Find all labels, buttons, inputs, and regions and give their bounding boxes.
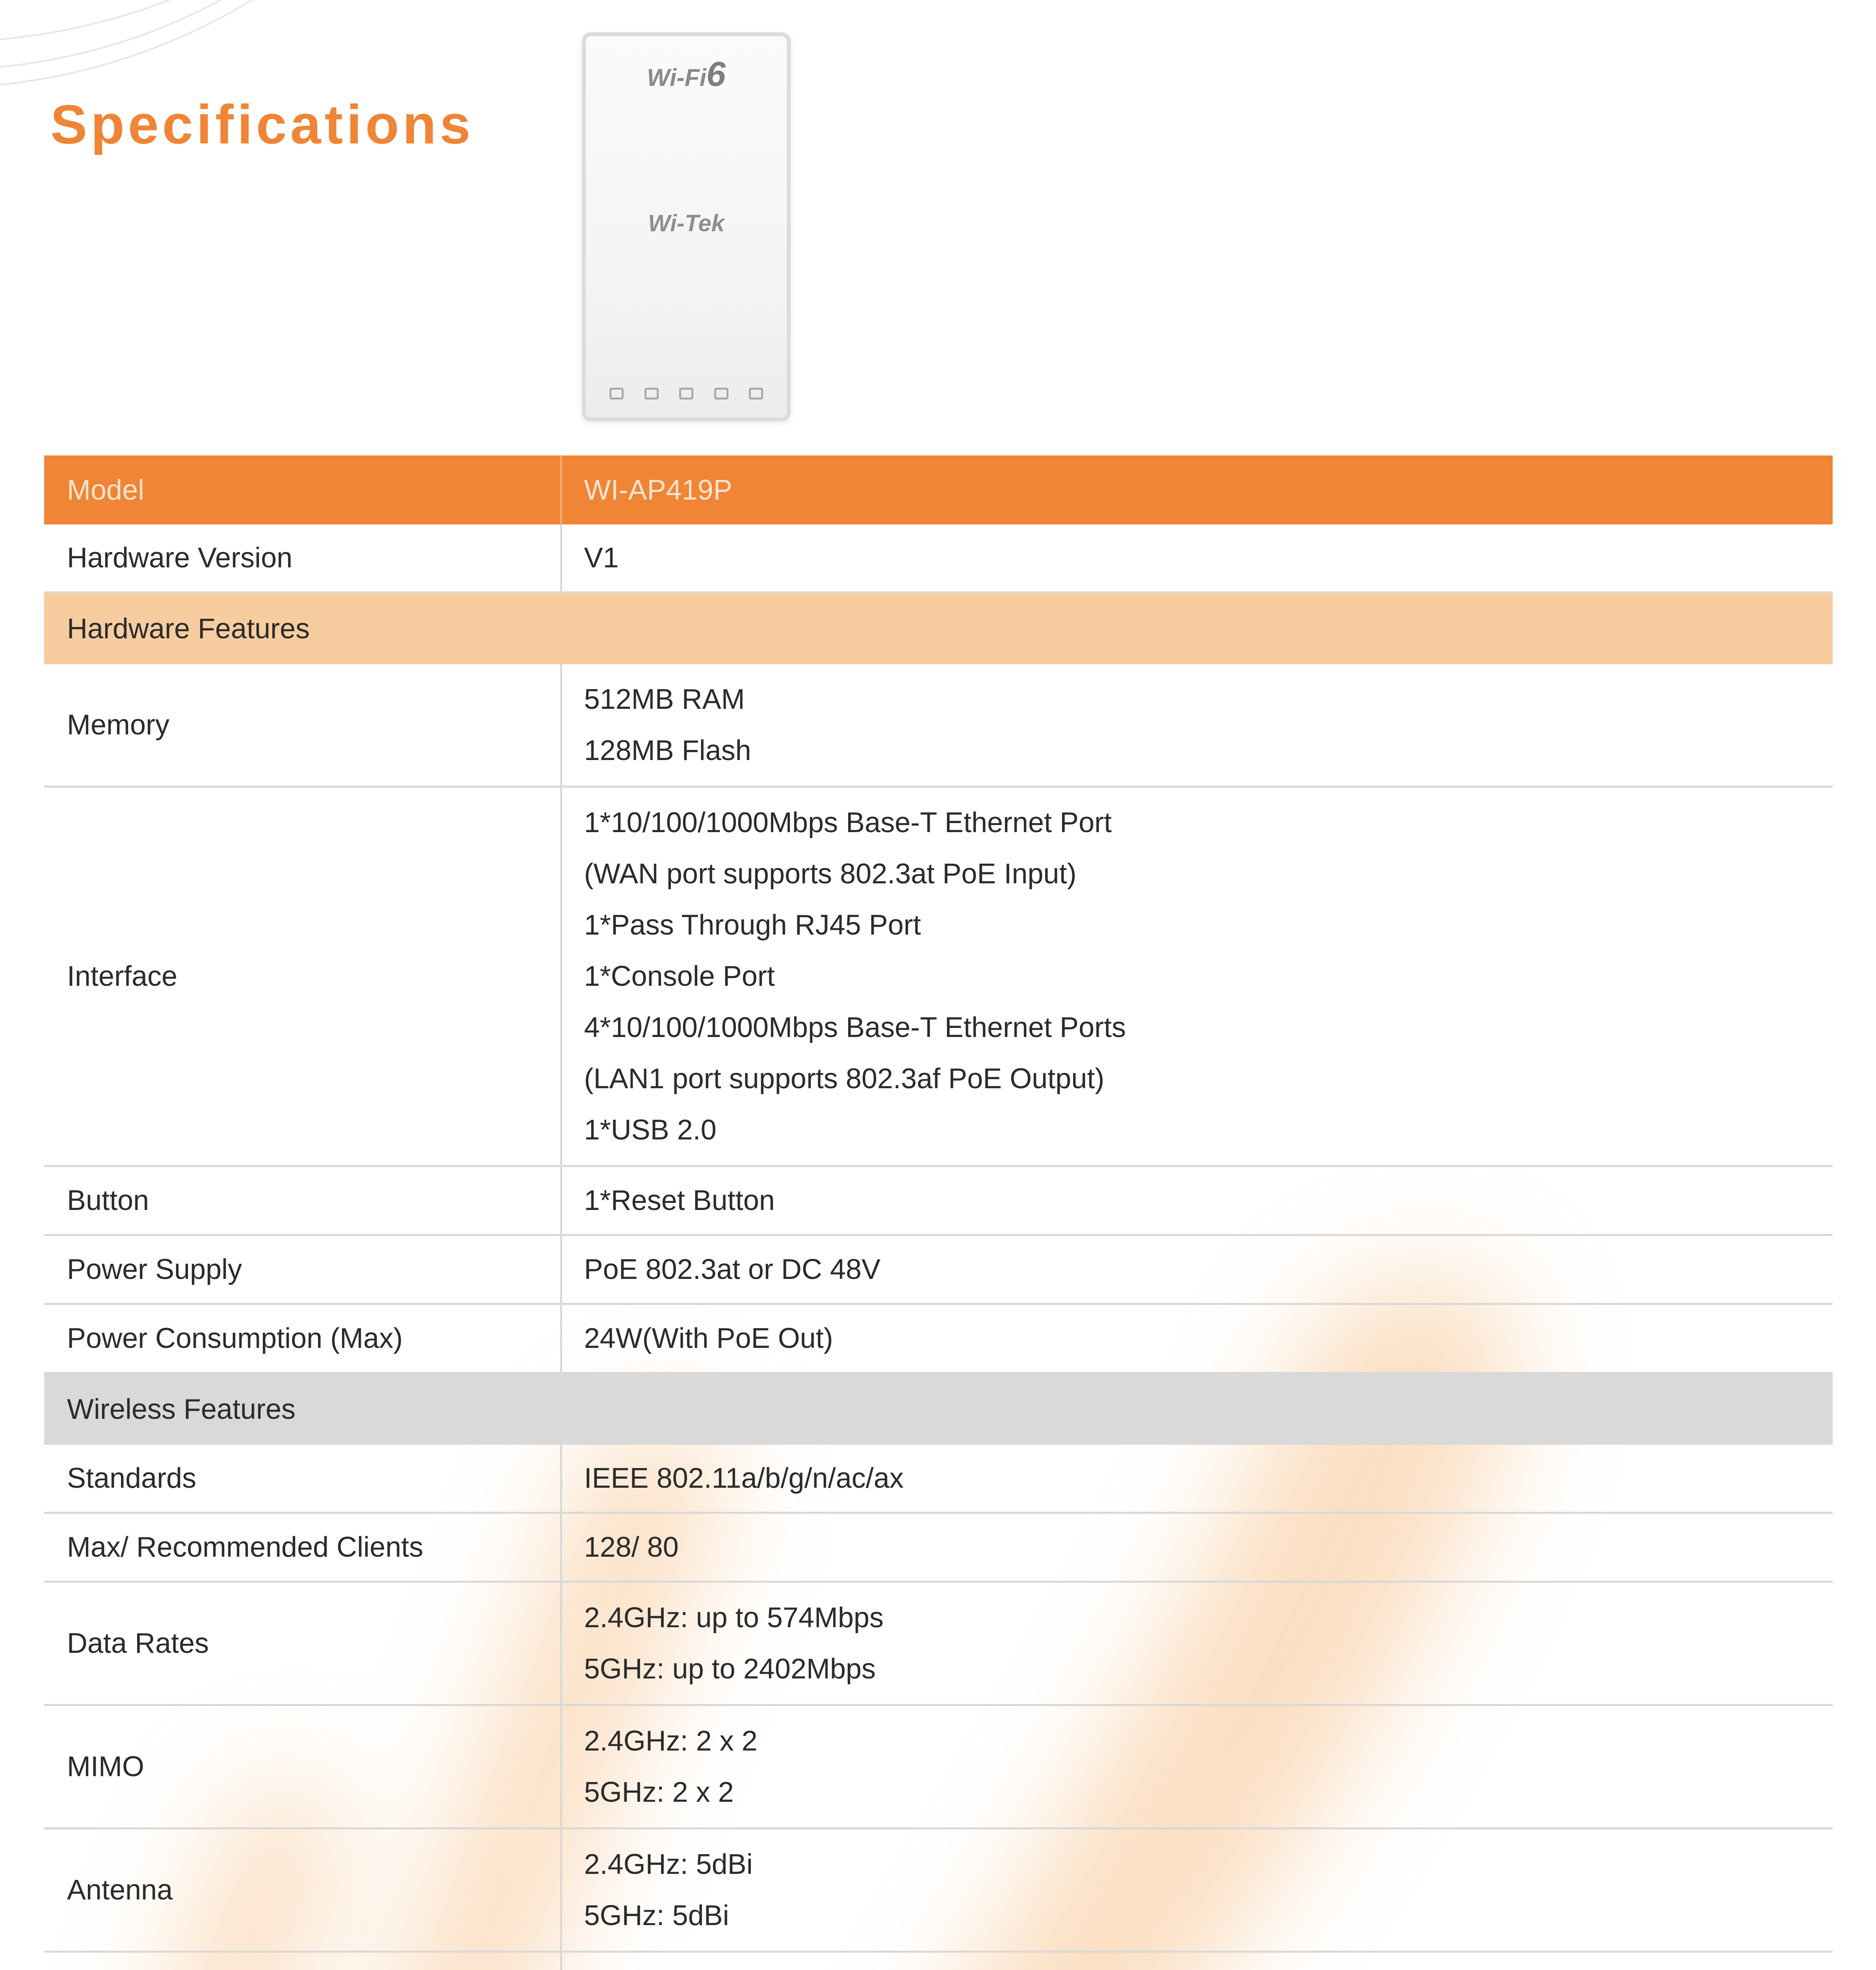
- spec-value-line: (LAN1 port supports 802.3af PoE Output): [584, 1063, 1105, 1095]
- spec-value-line: 5GHz: up to 2402Mbps: [584, 1653, 876, 1685]
- spec-value: [561, 1513, 1833, 1582]
- spec-label: Power Consumption (Max): [44, 1304, 561, 1373]
- spec-value: [561, 1304, 1833, 1373]
- spec-value-line: 128/ 80: [584, 1531, 679, 1563]
- spec-value-line: 2.4GHz: 5dBi: [584, 1849, 753, 1880]
- spec-value-line: 2.4GHz: 2 x 2: [584, 1725, 758, 1757]
- model-value: WI-AP419P: [561, 455, 1833, 524]
- spec-row: [44, 664, 1833, 787]
- spec-value-line: 128MB Flash: [584, 735, 751, 766]
- hardware-version-row: [44, 524, 1833, 593]
- model-row: [44, 455, 1833, 524]
- spec-row: [44, 1582, 1833, 1705]
- spec-value-line: 1*Reset Button: [584, 1185, 775, 1216]
- spec-value-line: 1*10/100/1000Mbps Base-T Ethernet Port: [584, 807, 1112, 838]
- spec-row: [44, 1304, 1833, 1373]
- spec-value-line: 24W(With PoE Out): [584, 1323, 833, 1354]
- spec-value: [561, 1166, 1833, 1235]
- hardware-version-label: Hardware Version: [44, 524, 561, 593]
- spec-value-line: 1*Pass Through RJ45 Port: [584, 909, 921, 941]
- spec-value-line: 5GHz: 2 x 2: [584, 1777, 734, 1808]
- spec-row: [44, 1829, 1833, 1952]
- spec-value: [561, 787, 1833, 1166]
- spec-value: [561, 1235, 1833, 1304]
- spec-row: [44, 1235, 1833, 1304]
- spec-value: [561, 1445, 1833, 1513]
- hardware-version-value: V1: [561, 524, 1833, 593]
- spec-value-line: 1*Console Port: [584, 961, 775, 992]
- spec-row: [44, 1513, 1833, 1582]
- spec-value-line: PoE 802.3at or DC 48V: [584, 1254, 880, 1285]
- section-title: Wireless Features: [44, 1373, 1833, 1445]
- port-icon: [679, 388, 693, 400]
- product-image: [582, 32, 791, 421]
- spec-label: Standards: [44, 1445, 561, 1513]
- spec-value-line: 1*USB 2.0: [584, 1114, 717, 1146]
- brand-logo: Wi-Tek: [648, 210, 724, 236]
- spec-row: [44, 1705, 1833, 1829]
- port-icon: [714, 388, 728, 400]
- spec-label: MIMO: [44, 1705, 561, 1829]
- spec-value: [561, 1705, 1833, 1829]
- spec-value-line: IEEE 802.11a/b/g/n/ac/ax: [584, 1463, 904, 1494]
- section-header-wireless: [44, 1373, 1833, 1445]
- section-header-hardware: [44, 593, 1833, 665]
- wifi6-logo: Wi-Fi6: [647, 54, 726, 93]
- spec-value: [561, 1952, 1833, 1970]
- spec-value-line: 5GHz: 5dBi: [584, 1900, 729, 1931]
- device-ports: [609, 388, 763, 400]
- spec-label: Antenna: [44, 1829, 561, 1952]
- port-icon: [609, 388, 624, 400]
- spec-row: [44, 787, 1833, 1166]
- spec-label: Power Supply: [44, 1235, 561, 1304]
- page-title: Specifications: [50, 93, 474, 155]
- spec-value-line: 2.4GHz: up to 574Mbps: [584, 1602, 884, 1634]
- port-icon: [749, 388, 763, 400]
- spec-value: [561, 664, 1833, 787]
- spec-value-line: [584, 1961, 1833, 1970]
- spec-value: [561, 1829, 1833, 1952]
- spec-value-line: 512MB RAM: [584, 684, 745, 715]
- spec-label: Interface: [44, 787, 561, 1166]
- section-title: Hardware Features: [44, 593, 1833, 665]
- spec-label: Memory: [44, 664, 561, 787]
- spec-row: [44, 1445, 1833, 1513]
- spec-value-line: (WAN port supports 802.3at PoE Input): [584, 858, 1077, 890]
- specifications-table: [44, 455, 1833, 1970]
- spec-value-line: 4*10/100/1000Mbps Base-T Ethernet Ports: [584, 1012, 1126, 1043]
- spec-label: Button: [44, 1166, 561, 1235]
- spec-label: Data Rates: [44, 1582, 561, 1705]
- port-icon: [645, 388, 659, 400]
- spec-label: [44, 1952, 561, 1970]
- spec-label: Max/ Recommended Clients: [44, 1513, 561, 1582]
- spec-value: [561, 1582, 1833, 1705]
- spec-row: [44, 1952, 1833, 1970]
- model-label: Model: [44, 455, 561, 524]
- spec-row: [44, 1166, 1833, 1235]
